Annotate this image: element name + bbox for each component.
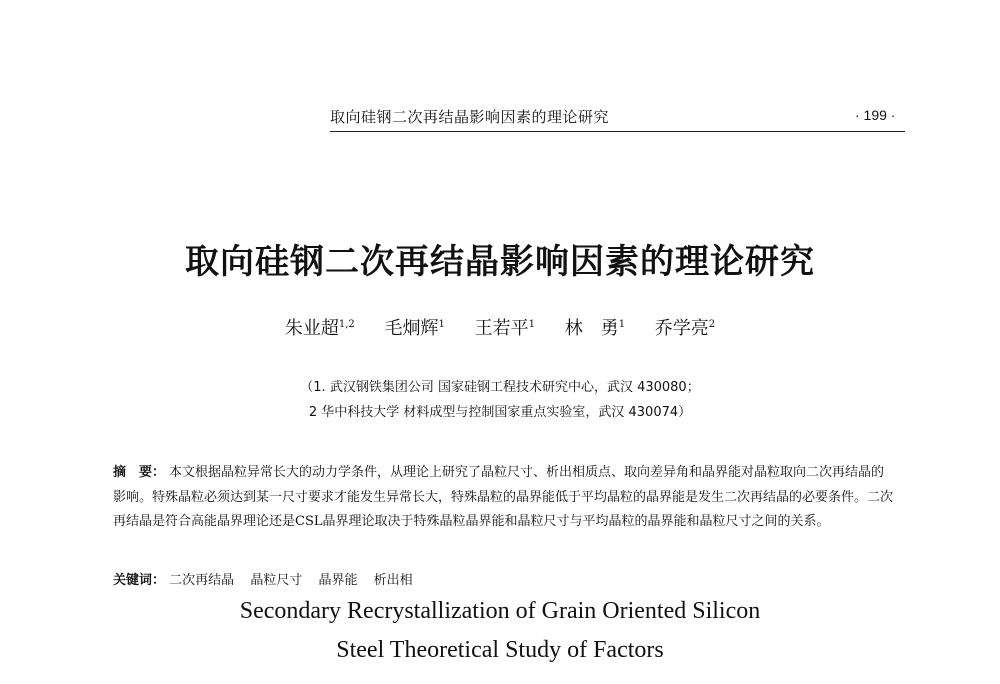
author-name: 朱业超 (284, 318, 339, 339)
author (655, 314, 715, 340)
running-title: 取向硅钢二次再结晶影响因素的理论研究 (330, 108, 610, 126)
paper-title-en-line: Secondary Recrystallization of Grain Oriented Silicon (239, 598, 761, 624)
keyword: 晶粒尺寸 (250, 573, 303, 588)
keyword: 晶界能 (318, 573, 358, 588)
page-number: · 199 · (855, 107, 896, 123)
paper-title-en-line: Steel Theoretical Study of Factors (336, 637, 664, 663)
header-rule (330, 131, 905, 132)
author (565, 314, 625, 340)
author-affiliation-mark: 1 (438, 319, 445, 330)
author-name: 王若平 (474, 318, 529, 339)
running-header (0, 103, 1000, 133)
author (475, 314, 535, 340)
keyword: 析出相 (373, 573, 413, 588)
affiliation-line: 2 华中科技大学 材料成型与控制国家重点实验室，武汉 430074） (308, 405, 692, 420)
affiliation-line: （1. 武汉钢铁集团公司 国家硅钢工程技术研究中心，武汉 430080； (300, 380, 700, 395)
keywords (113, 569, 425, 588)
author-name: 林 勇 (564, 318, 619, 339)
abstract (113, 461, 893, 535)
author-affiliation-mark: 1 (528, 319, 535, 330)
abstract-text: 本文根据晶粒异常长大的动力学条件，从理论上研究了晶粒尺寸、析出相质点、取向差异角和晶界能对晶粒取向二次再结晶的影响。特殊晶粒必须达到某一尺寸要求才能发生异常长大，特殊晶粒的晶界能低于平均晶粒的晶界能是发生二次再结晶的必要条件。二次再结晶是符合高能晶界理论还是CSL晶界理论取决于特殊晶粒晶界能和晶粒尺寸与平均晶粒的晶界能和晶粒尺寸之间的关系。 (113, 465, 894, 529)
author-affiliation-mark: 1,2 (338, 319, 355, 330)
abstract-label: 摘 要： (113, 465, 166, 480)
keywords-label: 关键词： (113, 573, 166, 588)
author-name: 乔学亮 (654, 318, 709, 339)
keyword: 二次再结晶 (169, 573, 235, 588)
author-affiliation-mark: 2 (708, 319, 716, 330)
author (285, 314, 355, 340)
paper-title-cn: 取向硅钢二次再结晶影响因素的理论研究 (185, 242, 815, 282)
author-affiliation-mark: 1 (618, 319, 626, 330)
author-name: 毛炯辉 (384, 318, 439, 339)
author (384, 314, 444, 340)
author-list (0, 314, 1000, 340)
